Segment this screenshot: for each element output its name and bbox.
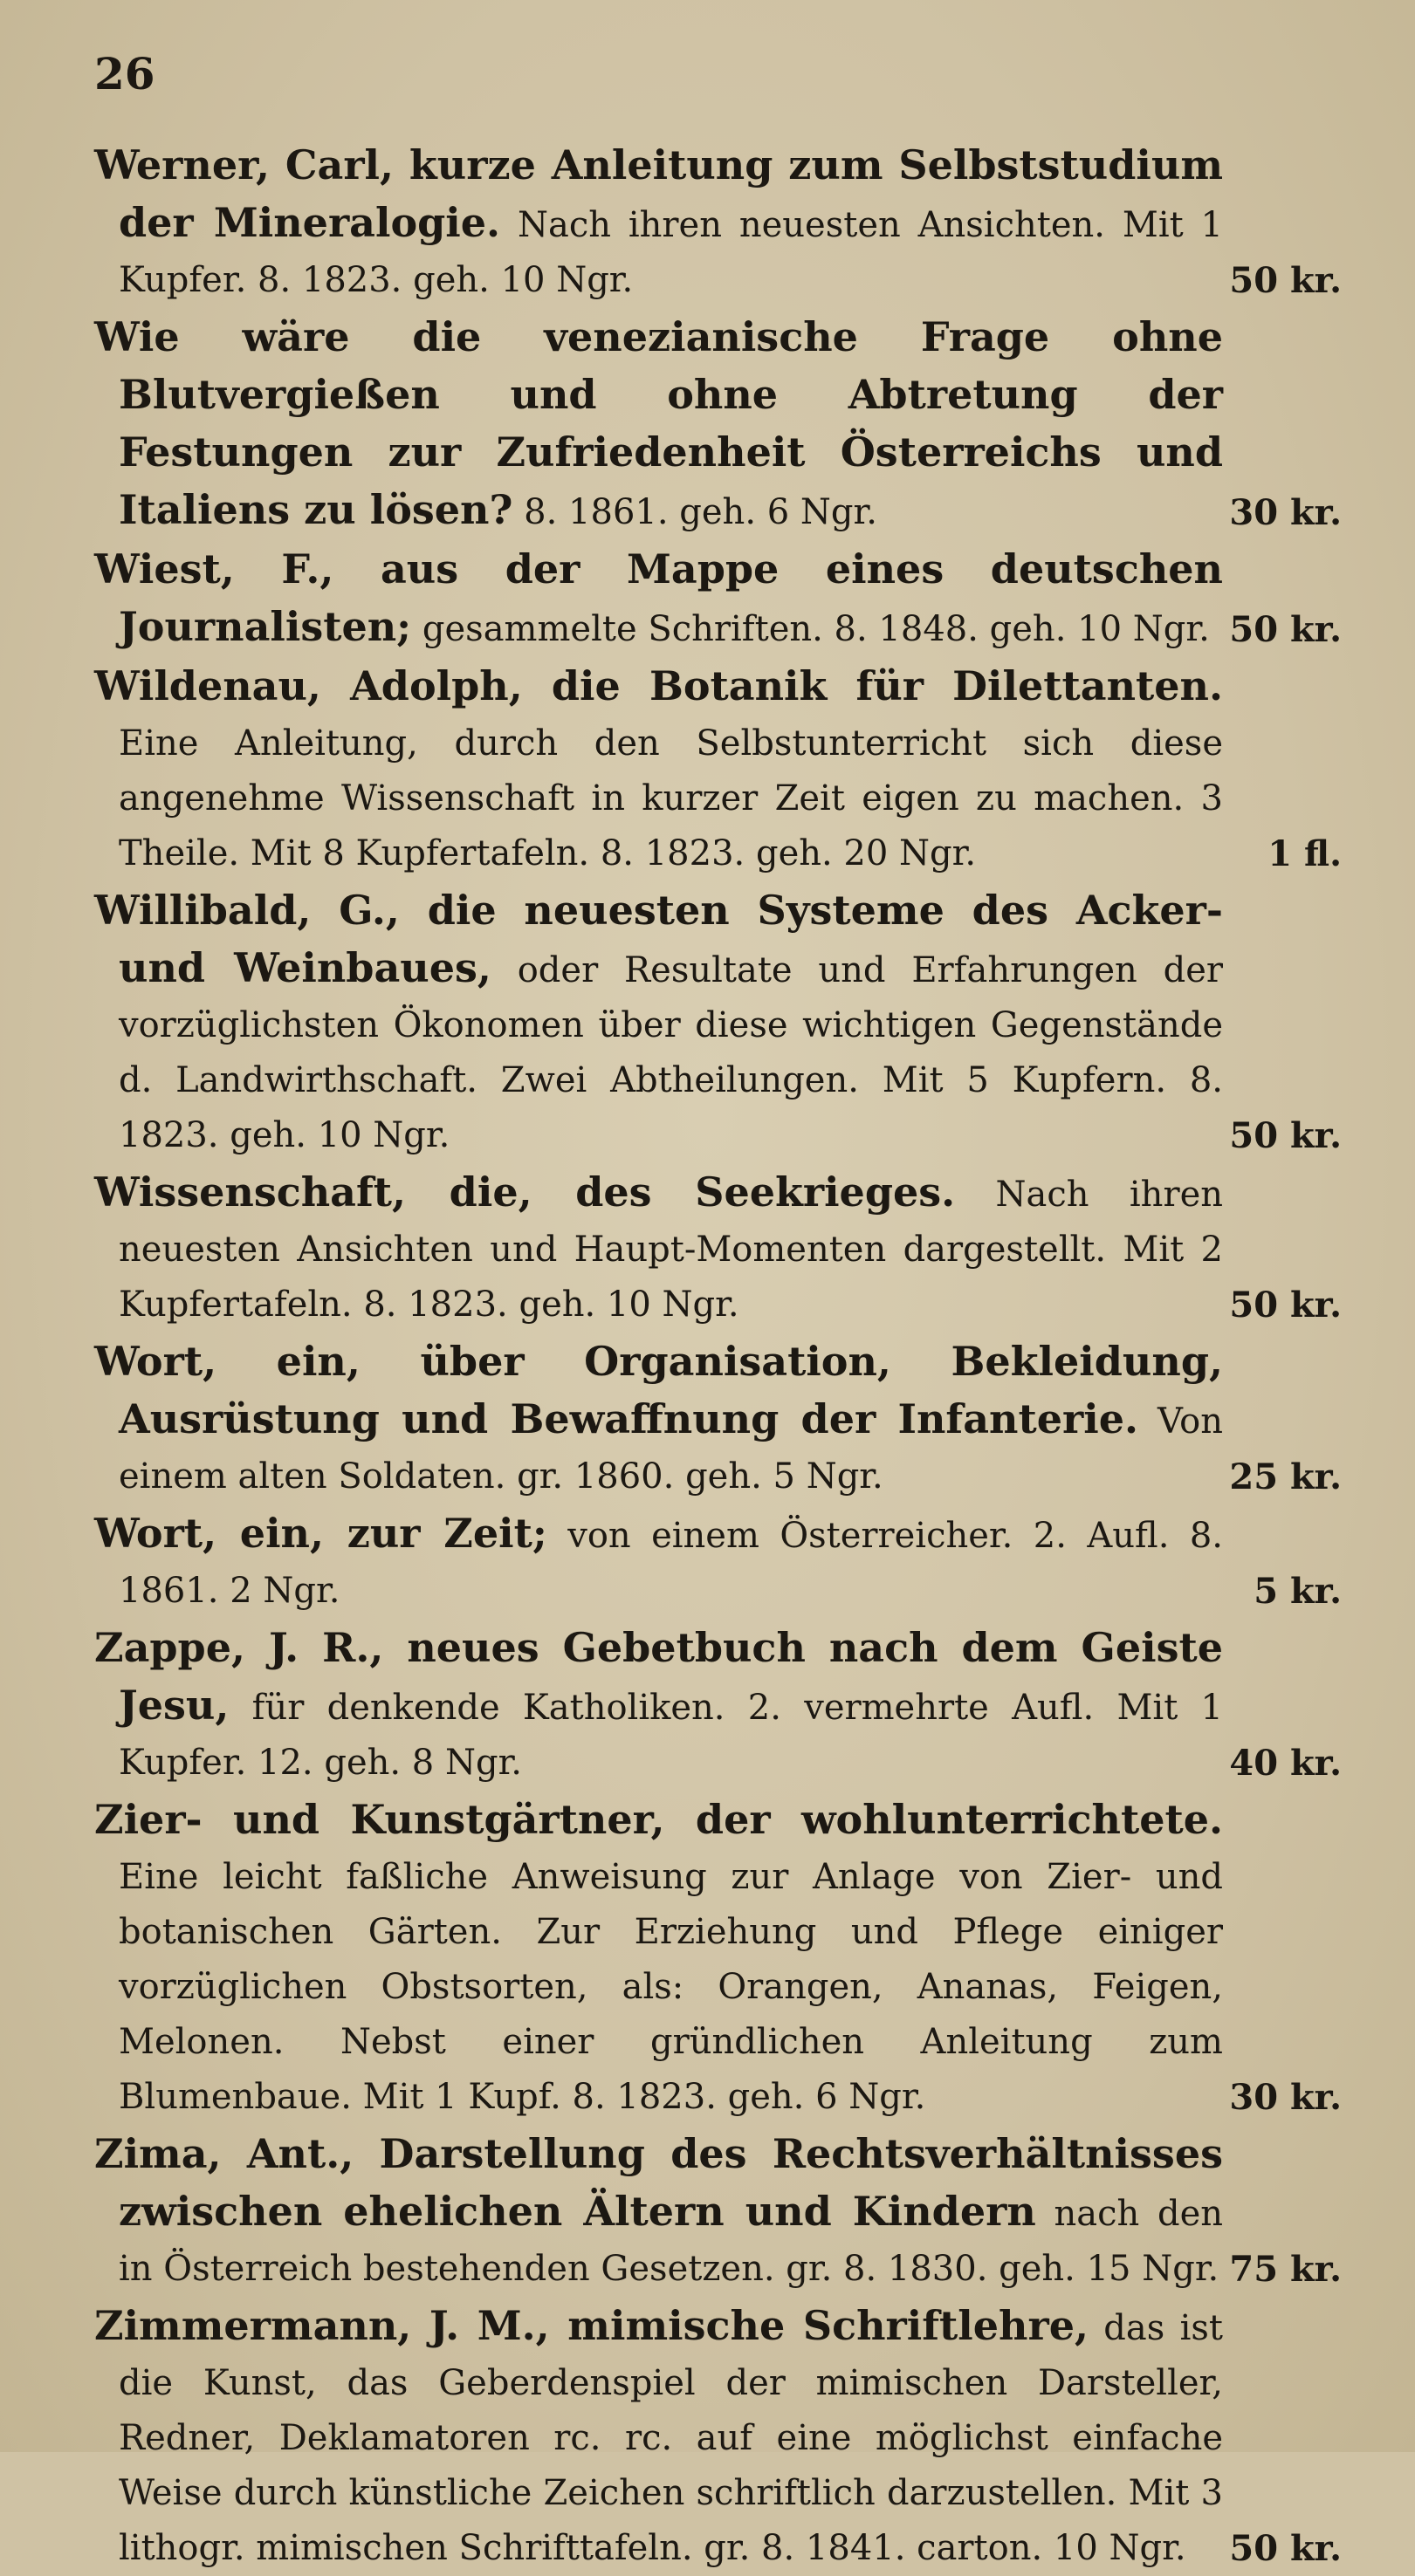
catalog-entry xyxy=(94,1334,1354,1504)
entry-description: oder Resultate und Erfahrungen der vorzüglichsten Ökonomen über diese wichtigen Gegenstände d. Landwirthschaft. Zwei Abtheilungen. Mit 5 Kupfern. 8. 1823. geh. 10 Ngr. xyxy=(119,950,1224,1155)
entry-price: 75 kr. xyxy=(1229,2249,1342,2290)
entry-heading: Wie wäre die venezianische Frage ohne Blutvergießen und ohne Abtretung der Festungen zur Zufriedenheit Österreichs und Italiens zu lösen? xyxy=(94,313,1223,533)
catalog-entry xyxy=(94,542,1354,657)
entry-description: das ist die Kunst, das Geberdenspiel der mimischen Darsteller, Redner, Deklamatoren rc. rc. auf eine möglichst einfache Weise durch künstliche Zeichen schriftlich darzustellen. Mit 3 lithogr. mimischen Schrifttafeln. gr. 8. 1841. carton. 10 Ngr. xyxy=(119,2308,1223,2568)
entry-heading: Willibald, G., die neuesten Systeme des Acker- und Weinbaues, xyxy=(94,887,1223,991)
entry-heading: Zappe, J. R., neues Gebetbuch nach dem Geiste Jesu, xyxy=(94,1624,1223,1729)
entry-price: 50 kr. xyxy=(1229,609,1342,650)
entry-heading: Wiest, F., aus der Mappe eines deutschen Journalisten; xyxy=(94,545,1223,650)
catalog-entry xyxy=(94,2299,1354,2576)
entry-price: 30 kr. xyxy=(1229,2077,1342,2118)
entry-description: gesammelte Schriften. 8. 1848. geh. 10 Ngr. xyxy=(422,609,1210,649)
catalog-entry xyxy=(94,1165,1354,1333)
entry-description: nach den in Österreich bestehenden Gesetzen. gr. 8. 1830. geh. 15 Ngr. xyxy=(119,2194,1223,2289)
page-number: 26 xyxy=(94,48,155,99)
catalog-entry xyxy=(94,659,1354,881)
entry-heading: Zima, Ant., Darstellung des Rechtsverhältnisses zwischen ehelichen Ältern und Kindern xyxy=(94,2130,1223,2235)
catalog-entry xyxy=(94,1506,1354,1619)
entry-price: 5 kr. xyxy=(1254,1571,1342,1612)
entry-description: 8. 1861. geh. 6 Ngr. xyxy=(524,492,877,532)
catalog-entry xyxy=(94,1792,1354,2125)
entry-heading: Werner, Carl, kurze Anleitung zum Selbststudium der Mineralogie. xyxy=(94,141,1223,246)
catalog-entry xyxy=(94,138,1354,308)
entry-price: 50 kr. xyxy=(1229,1115,1342,1156)
entry-description: Von einem alten Soldaten. gr. 1860. geh. 5 Ngr. xyxy=(119,1401,1224,1497)
entry-price: 40 kr. xyxy=(1229,1743,1342,1784)
entry-description: für denkende Katholiken. 2. vermehrte Aufl. Mit 1 Kupfer. 12. geh. 8 Ngr. xyxy=(119,1688,1223,1783)
entry-heading: Wildenau, Adolph, die Botanik für Dilettanten. xyxy=(94,662,1223,709)
entry-heading: Wort, ein, zur Zeit; xyxy=(94,1510,547,1557)
entry-price: 1 fl. xyxy=(1267,833,1342,874)
entry-description: Eine Anleitung, durch den Selbstunterricht sich diese angenehme Wissenschaft in kurzer Zeit eigen zu machen. 3 Theile. Mit 8 Kupfertafeln. 8. 1823. geh. 20 Ngr. xyxy=(119,723,1223,874)
entry-heading: Zimmermann, J. M., mimische Schriftlehre, xyxy=(94,2302,1089,2349)
entry-price: 50 kr. xyxy=(1229,2528,1342,2569)
catalog-entry xyxy=(94,310,1354,540)
entry-heading: Zier- und Kunstgärtner, der wohlunterrichtete. xyxy=(94,1796,1223,1843)
entry-description: Nach ihren neuesten Ansichten. Mit 1 Kupfer. 8. 1823. geh. 10 Ngr. xyxy=(119,205,1224,300)
entry-price: 50 kr. xyxy=(1229,260,1342,301)
entry-description: von einem Österreicher. 2. Aufl. 8. 1861. 2 Ngr. xyxy=(119,1516,1223,1611)
catalog-entry xyxy=(94,883,1354,1163)
entry-description: Eine leicht faßliche Anweisung zur Anlage von Zier- und botanischen Gärten. Zur Erziehung und Pflege einiger vorzüglichen Obstsorten, als: Orangen, Ananas, Feigen, Melonen. Nebst einer gründlichen Anleitung zum Blumenbaue. Mit 1 Kupf. 8. 1823. geh. 6 Ngr. xyxy=(119,1857,1223,2117)
entry-price: 25 kr. xyxy=(1229,1456,1342,1497)
entry-heading: Wissenschaft, die, des Seekrieges. xyxy=(94,1168,956,1216)
entry-price: 50 kr. xyxy=(1229,1285,1342,1326)
entry-price: 30 kr. xyxy=(1229,492,1342,533)
catalog-entry xyxy=(94,1620,1354,1791)
entry-description: Nach ihren neuesten Ansichten und Haupt-Momenten dargestellt. Mit 2 Kupfertafeln. 8. 1823. geh. 10 Ngr. xyxy=(119,1175,1223,1325)
entry-heading: Wort, ein, über Organisation, Bekleidung, Ausrüstung und Bewaffnung der Infanterie. xyxy=(94,1338,1223,1442)
catalog-entry xyxy=(94,2127,1354,2297)
